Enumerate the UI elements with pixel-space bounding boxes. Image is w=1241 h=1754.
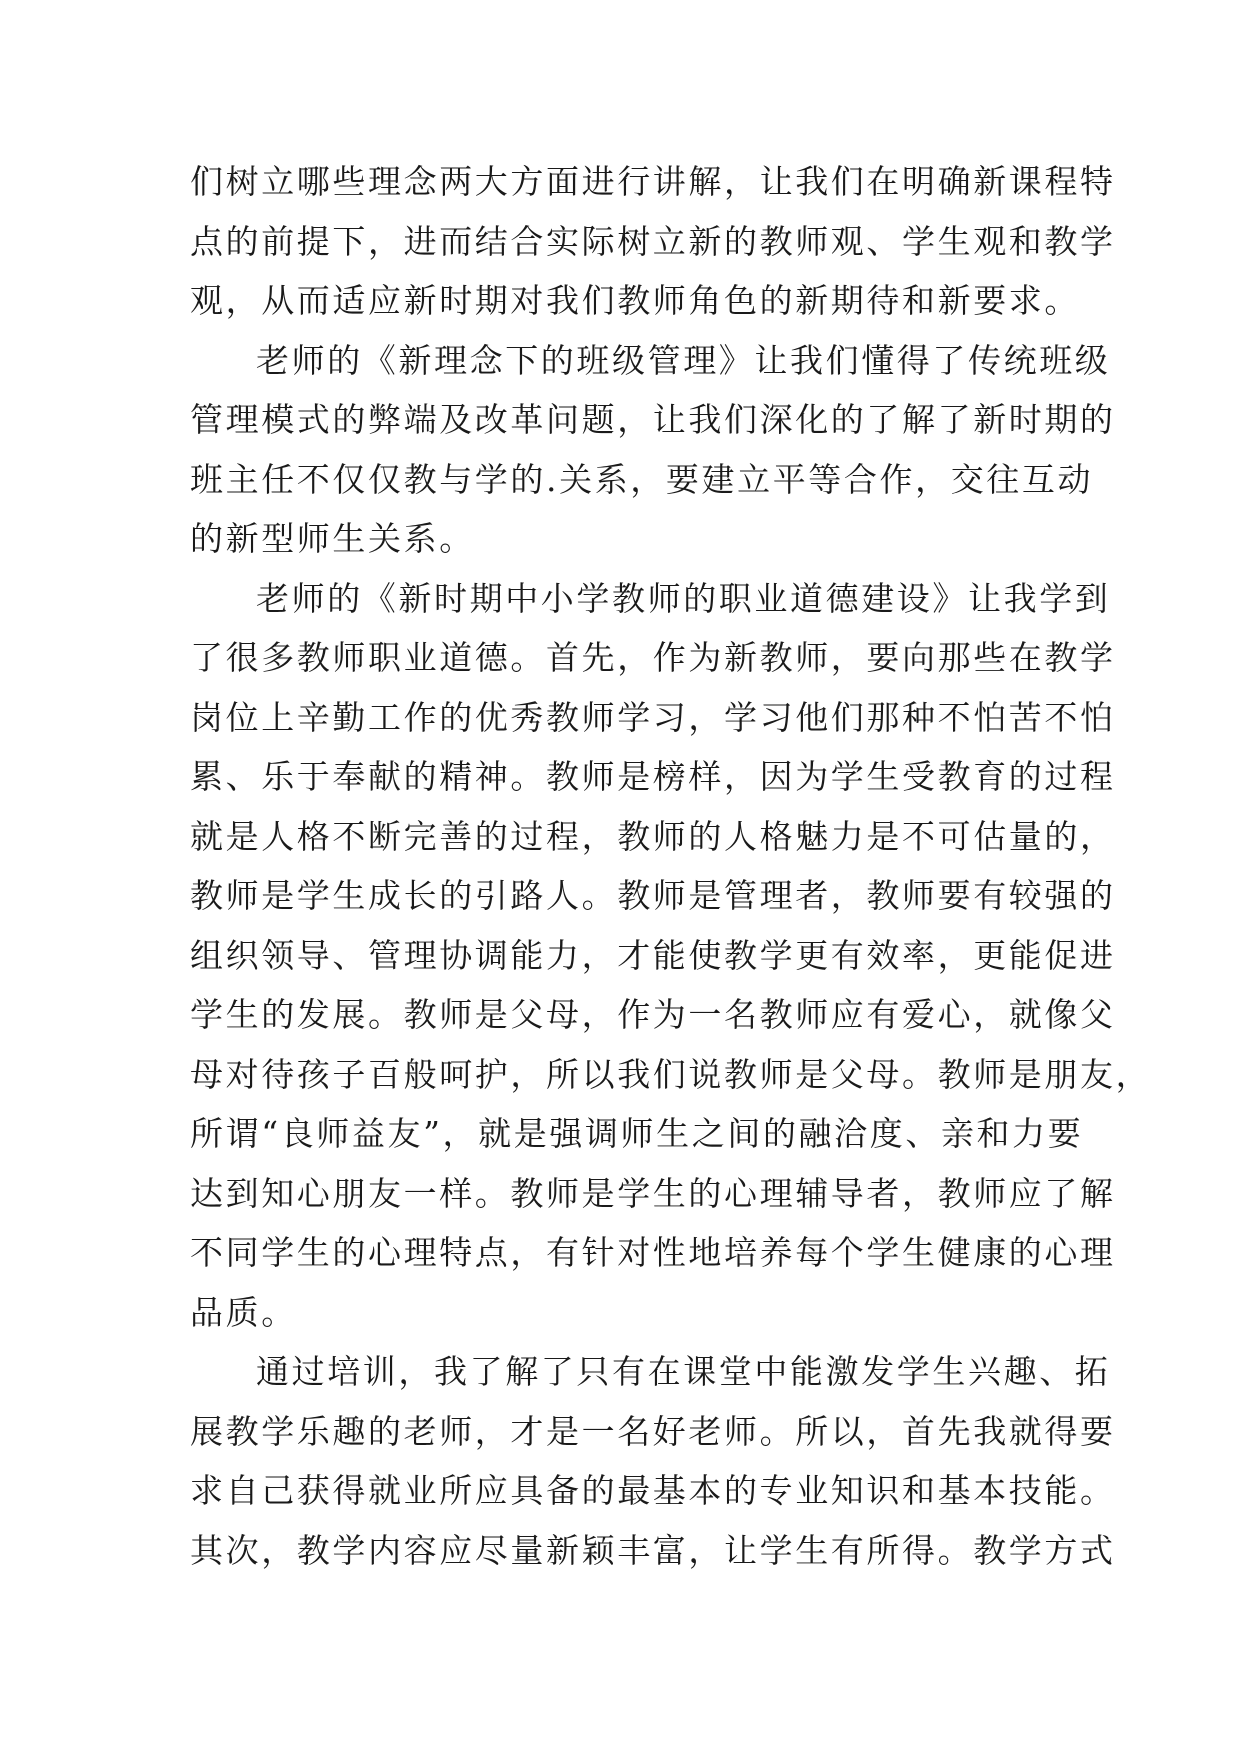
text-line: 观，从而适应新时期对我们教师角色的新期待和新要求。 bbox=[190, 281, 1080, 320]
text-line: 岗位上辛勤工作的优秀教师学习，学习他们那种不怕苦不怕 bbox=[190, 697, 1116, 737]
text-line: 点的前提下，进而结合实际树立新的教师观、学生观和教学 bbox=[190, 221, 1116, 261]
text-line: 所谓“良师益友”，就是强调师生之间的融洽度、亲和力要 bbox=[190, 1114, 1084, 1153]
text-line: 通过培训，我了解了只有在课堂中能激发学生兴趣、拓 bbox=[256, 1352, 1111, 1391]
text-line: 管理模式的弊端及改革问题，让我们深化的了解了新时期的 bbox=[190, 400, 1116, 439]
text-line: 组织领导、管理协调能力，才能使教学更有效率，更能促进 bbox=[190, 935, 1116, 975]
text-line: 其次，教学内容应尽量新颖丰富，让学生有所得。教学方式 bbox=[190, 1530, 1116, 1570]
paragraph bbox=[190, 1342, 1116, 1580]
text-line: 求自己获得就业所应具备的最基本的专业知识和基本技能。 bbox=[190, 1471, 1116, 1510]
paragraph bbox=[190, 331, 1116, 569]
text-line: 们树立哪些理念两大方面进行讲解，让我们在明确新课程特 bbox=[190, 162, 1116, 201]
text-line: 就是人格不断完善的过程，教师的人格魅力是不可估量的， bbox=[190, 816, 1116, 856]
text-line: 不同学生的心理特点，有针对性地培养每个学生健康的心理 bbox=[190, 1233, 1116, 1272]
document-body bbox=[190, 152, 1152, 1580]
paragraph bbox=[190, 152, 1116, 331]
paragraph bbox=[190, 569, 1152, 1343]
text-line: 教师是学生成长的引路人。教师是管理者，教师要有较强的 bbox=[190, 876, 1116, 915]
text-line: 班主任不仅仅教与学的.关系，要建立平等合作，交往互动 bbox=[190, 459, 1094, 499]
text-line: 的新型师生关系。 bbox=[190, 519, 475, 558]
text-line: 展教学乐趣的老师，才是一名好老师。所以，首先我就得要 bbox=[190, 1411, 1116, 1451]
text-line: 达到知心朋友一样。教师是学生的心理辅导者，教师应了解 bbox=[190, 1173, 1116, 1213]
text-line: 学生的发展。教师是父母，作为一名教师应有爱心，就像父 bbox=[190, 995, 1116, 1034]
text-line: 老师的《新理念下的班级管理》让我们懂得了传统班级 bbox=[256, 340, 1111, 380]
text-line: 母对待孩子百般呵护，所以我们说教师是父母。教师是朋友， bbox=[190, 1054, 1152, 1094]
text-line: 了很多教师职业道德。首先，作为新教师，要向那些在教学 bbox=[190, 638, 1116, 677]
text-line: 累、乐于奉献的精神。教师是榜样，因为学生受教育的过程 bbox=[190, 757, 1116, 796]
text-line: 老师的《新时期中小学教师的职业道德建设》让我学到 bbox=[256, 578, 1111, 618]
text-line: 品质。 bbox=[190, 1292, 297, 1332]
